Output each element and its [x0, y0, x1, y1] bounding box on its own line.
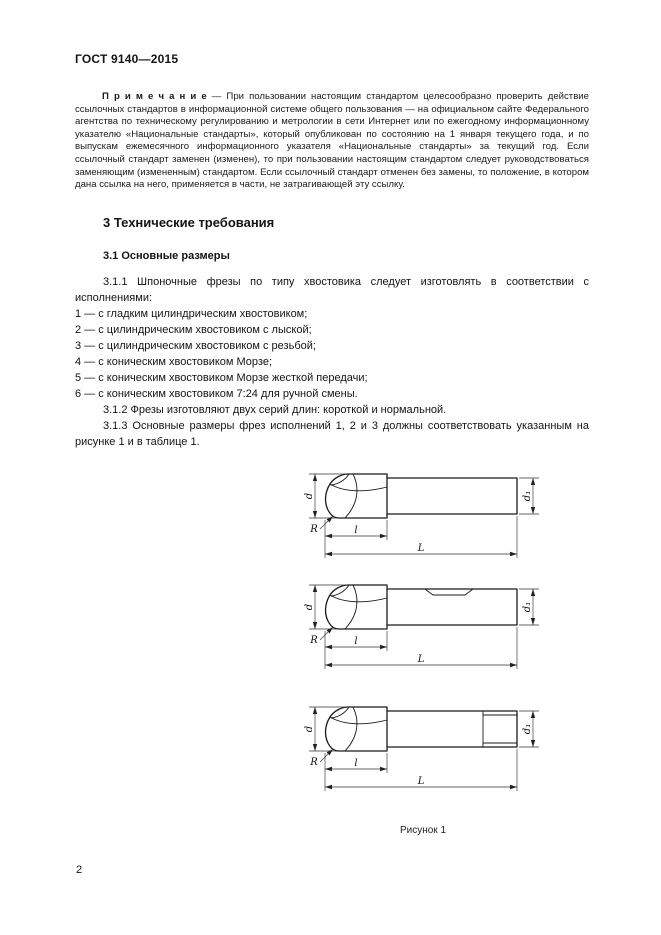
dim-label-R: R [310, 523, 318, 535]
list-item: 4 — с коническим хвостовиком Морзе; [75, 355, 273, 368]
dim-label-d1: d₁ [522, 601, 533, 612]
note-text: — При пользовании настоящим стандартом целесообразно проверить действие ссылочных стандартов в информационной системе общего пользования — на официальном сайте Федерального агентства по техническому регулированию и метрологии в сети Интернет или по ежегодному информационному указателю «Национальные стандарты», который опубликован по состоянию на 1 января текущего года, и по выпускам ежемесячного информационного указателя «Национальные стандарты» за текущий год. Если ссылочный стандарт заменен (изменен), то при пользовании настоящим стандартом следует руководствоваться заменяющим (измененным) стандартом. Если ссылочный стандарт отменен без замены, то положение, в котором дана ссылка на него, применяется в части, не затрагивающей эту ссылку. [75, 91, 589, 191]
list-item: 1 — с гладким цилиндрическим хвостовиком; [75, 307, 308, 320]
dim-label-d: d [304, 492, 315, 499]
section-3-1-heading: 3.1 Основные размеры [103, 249, 230, 262]
paragraph-3-1-2: 3.1.2 Фрезы изготовляют двух серий длин: короткой и нормальной. [103, 403, 447, 416]
figure-1 [303, 462, 543, 836]
standard-number-header: ГОСТ 9140—2015 [75, 52, 179, 66]
dim-label-L: L [417, 653, 425, 665]
paragraph-3-1-1: 3.1.1 Шпоночные фрезы по типу хвостовика следует изготовлять в соответствии с исполнениями: [75, 275, 589, 304]
list-item: 5 — с коническим хвостовиком Морзе жесткой передачи; [75, 371, 368, 384]
dim-label-L: L [417, 542, 425, 554]
list-item: 3 — с цилиндрическим хвостовиком с резьбой; [75, 339, 316, 352]
shank-type-list [75, 306, 589, 402]
cutter-drawing-execution-1 [303, 462, 543, 560]
figure-caption: Рисунок 1 [399, 824, 447, 836]
dim-label-l: l [354, 757, 358, 769]
dim-label-l: l [354, 524, 358, 536]
paragraph-3-1-3: 3.1.3 Основные размеры фрез исполнений 1, 2 и 3 должны соответствовать указанным на рисунке 1 и в таблице 1. [75, 419, 589, 448]
section-3-heading: 3 Технические требования [103, 214, 275, 230]
cutter-drawing-svg-2 [303, 573, 543, 671]
cutter-drawing-execution-2 [303, 573, 543, 671]
reference-note [75, 91, 589, 192]
list-item: 2 — с цилиндрическим хвостовиком с лыской; [75, 323, 312, 336]
page-number: 2 [76, 864, 83, 876]
dim-label-R: R [310, 756, 318, 768]
cutter-drawing-svg-1 [303, 462, 543, 560]
dim-label-L: L [417, 775, 425, 787]
dim-label-R: R [310, 634, 318, 646]
dim-label-d: d [304, 725, 315, 732]
dim-label-d1: d₁ [522, 723, 533, 734]
cutter-drawing-execution-3 [303, 695, 543, 793]
list-item: 6 — с коническим хвостовиком 7:24 для ручной смены. [75, 387, 358, 400]
note-label: П р и м е ч а н и е [102, 91, 207, 102]
dim-label-d: d [304, 603, 315, 610]
dim-label-l: l [354, 635, 358, 647]
dim-label-d1: d₁ [522, 490, 533, 501]
cutter-drawing-svg-3 [303, 695, 543, 793]
